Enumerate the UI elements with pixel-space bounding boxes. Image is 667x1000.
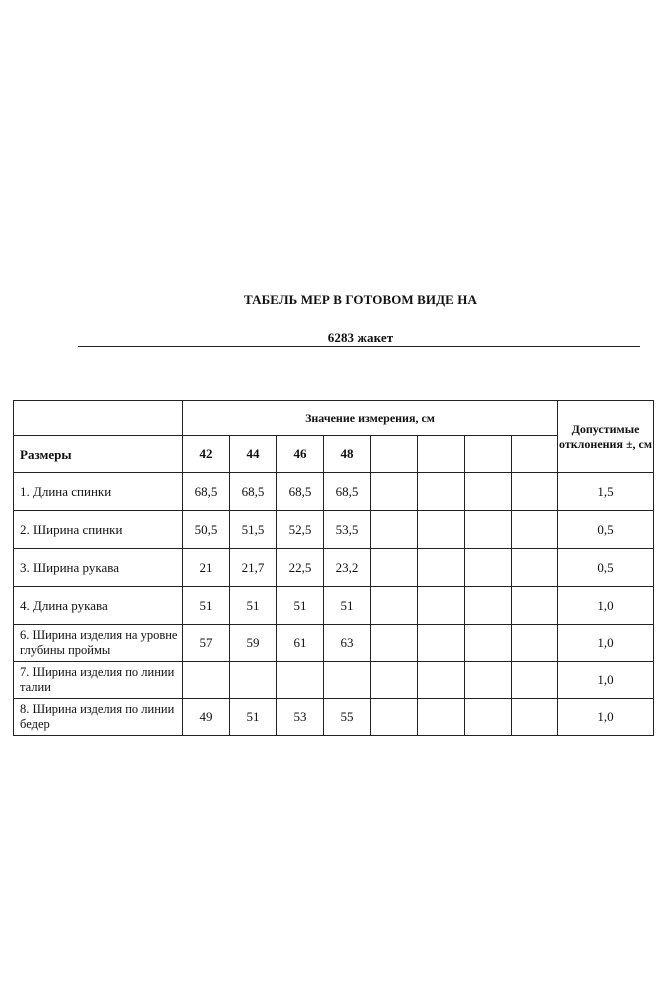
measure-value: 68,5 [183,473,230,511]
measure-value [465,587,512,625]
measure-value [512,699,558,736]
measure-value [324,662,371,699]
sizes-row [14,436,654,473]
measure-name: 6. Ширина изделия на уровне глубины проймы [14,625,183,662]
table-row [14,511,654,549]
measure-value: 21,7 [230,549,277,587]
size-cell [371,436,418,473]
size-cell [418,436,465,473]
document-title: ТАБЕЛЬ МЕР В ГОТОВОМ ВИДЕ НА [243,292,477,307]
table-row [14,625,654,662]
size-cell: 46 [277,436,324,473]
measure-value: 52,5 [277,511,324,549]
measure-value [465,662,512,699]
size-cell: 48 [324,436,371,473]
measure-value: 51 [230,587,277,625]
measure-value [371,587,418,625]
measure-value [512,587,558,625]
measure-value: 21 [183,549,230,587]
measure-name: 4. Длина рукава [14,587,183,625]
measure-value: 55 [324,699,371,736]
measure-value [371,662,418,699]
measurements-table [13,400,654,736]
measure-value: 68,5 [230,473,277,511]
measure-value: 57 [183,625,230,662]
header-empty-cell [14,401,183,436]
measure-value: 51 [324,587,371,625]
measure-value: 59 [230,625,277,662]
measure-value [465,625,512,662]
sizes-label: Размеры [14,436,183,473]
table-row [14,473,654,511]
tolerance-value: 0,5 [558,549,654,587]
size-cell: 44 [230,436,277,473]
measure-value: 51,5 [230,511,277,549]
table-header-row [14,401,654,436]
measure-value: 63 [324,625,371,662]
measure-value: 51 [277,587,324,625]
measure-value: 51 [230,699,277,736]
tolerance-value: 1,0 [558,662,654,699]
measure-name: 7. Ширина изделия по линии талии [14,662,183,699]
measure-value [465,549,512,587]
measure-name: 3. Ширина рукава [14,549,183,587]
tolerance-value: 1,0 [558,699,654,736]
table-row [14,549,654,587]
size-cell [465,436,512,473]
measure-value: 50,5 [183,511,230,549]
measure-name: 8. Ширина изделия по линии бедер [14,699,183,736]
measure-value [512,473,558,511]
measure-value: 61 [277,625,324,662]
measure-value [371,625,418,662]
measure-value [465,473,512,511]
measure-value: 53 [277,699,324,736]
measure-value: 53,5 [324,511,371,549]
measure-value [371,473,418,511]
measure-value [277,662,324,699]
measure-value: 68,5 [324,473,371,511]
tolerance-value: 1,5 [558,473,654,511]
measure-value [230,662,277,699]
table-row [14,699,654,736]
table-row [14,587,654,625]
tolerance-header: Допустимые отклонения ±, см [558,401,654,473]
size-cell [512,436,558,473]
tolerance-value: 0,5 [558,511,654,549]
measure-value [371,699,418,736]
measure-value [465,511,512,549]
measure-value [418,473,465,511]
measure-value [371,511,418,549]
measure-value [512,625,558,662]
table-row [14,662,654,699]
measure-value: 49 [183,699,230,736]
size-cell: 42 [183,436,230,473]
document-subtitle: 6283 жакет [327,330,394,345]
tolerance-value: 1,0 [558,587,654,625]
tolerance-value: 1,0 [558,625,654,662]
measure-name: 1. Длина спинки [14,473,183,511]
measure-value [418,699,465,736]
title-underline [78,346,640,347]
measure-value [418,662,465,699]
measure-value [418,587,465,625]
measure-value [418,511,465,549]
measure-value: 23,2 [324,549,371,587]
measure-value [465,699,512,736]
measure-value [418,625,465,662]
measure-value [183,662,230,699]
measure-value [371,549,418,587]
measure-value [418,549,465,587]
measure-values-header: Значение измерения, см [183,401,558,436]
measure-value: 22,5 [277,549,324,587]
measure-value [512,549,558,587]
measure-name: 2. Ширина спинки [14,511,183,549]
measure-value: 51 [183,587,230,625]
measure-value [512,511,558,549]
measure-value [512,662,558,699]
measure-value: 68,5 [277,473,324,511]
